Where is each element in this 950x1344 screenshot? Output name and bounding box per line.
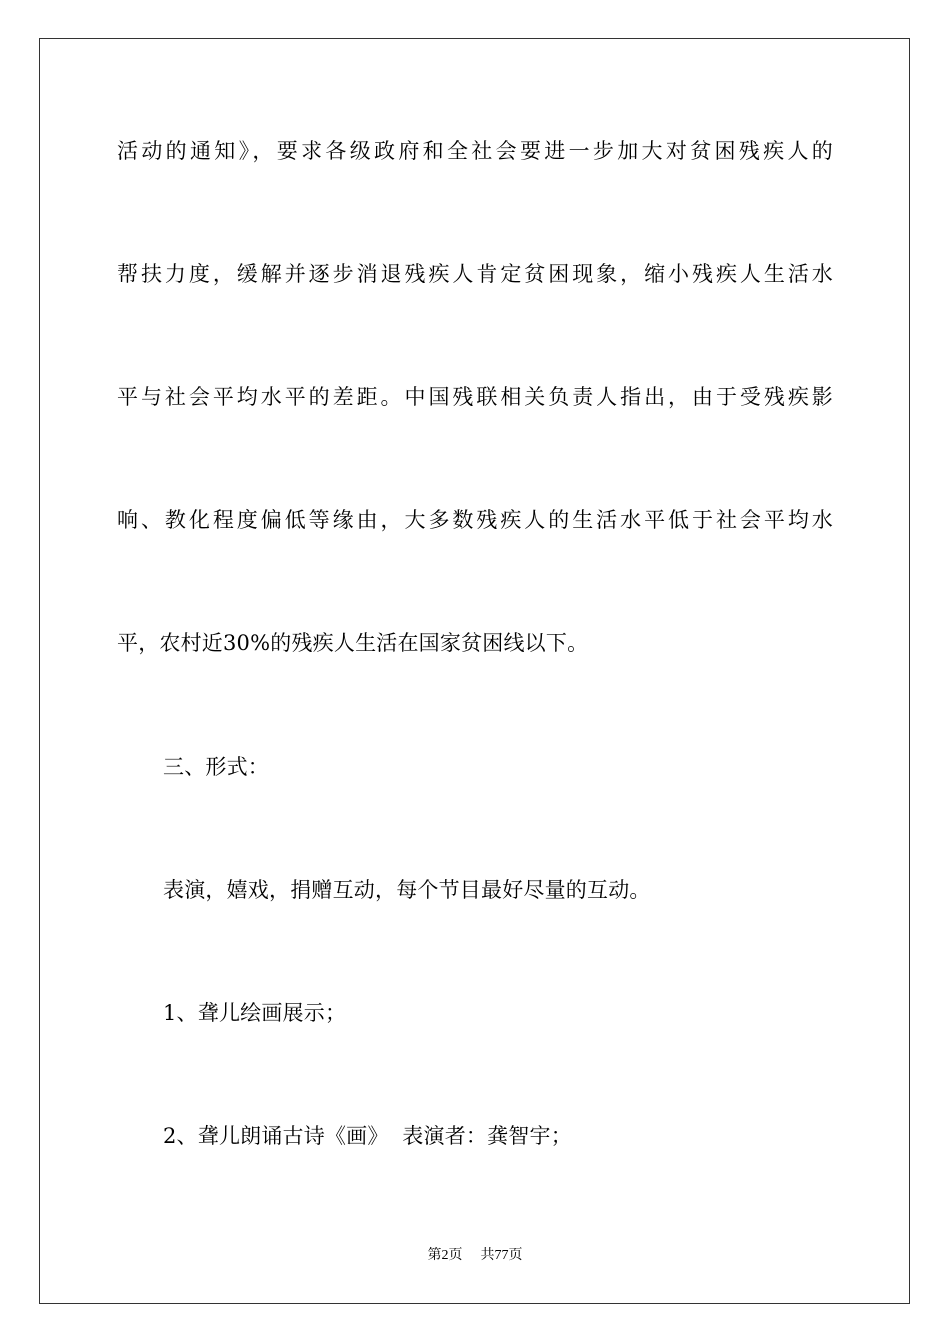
total-pages: 共77页 — [480, 1248, 523, 1263]
page-frame — [39, 38, 910, 1304]
list-item-2: 2、聋儿朗诵古诗《画》 表演者：龚智宇； — [163, 1124, 572, 1148]
page-number: 第2页 — [427, 1248, 463, 1263]
body-line-1: 活动的通知》，要求各级政府和全社会要进一步加大对贫困残疾人的 — [117, 139, 833, 163]
body-line-3: 平与社会平均水平的差距。中国残联相关负责人指出，由于受残疾影 — [117, 385, 833, 409]
body-line-5: 平，农村近30%的残疾人生活在国家贫困线以下。 — [117, 631, 589, 655]
page-footer — [0, 1247, 950, 1265]
list-item-1: 1、聋儿绘画展示； — [163, 1001, 347, 1025]
body-line-2: 帮扶力度，缓解并逐步消退残疾人肯定贫困现象，缩小残疾人生活水 — [117, 262, 833, 286]
paragraph-forms: 表演，嬉戏，捐赠互动，每个节目最好尽量的互动。 — [163, 878, 651, 902]
section-heading: 三、形式： — [163, 755, 269, 779]
body-line-4: 响、教化程度偏低等缘由，大多数残疾人的生活水平低于社会平均水 — [117, 508, 833, 532]
